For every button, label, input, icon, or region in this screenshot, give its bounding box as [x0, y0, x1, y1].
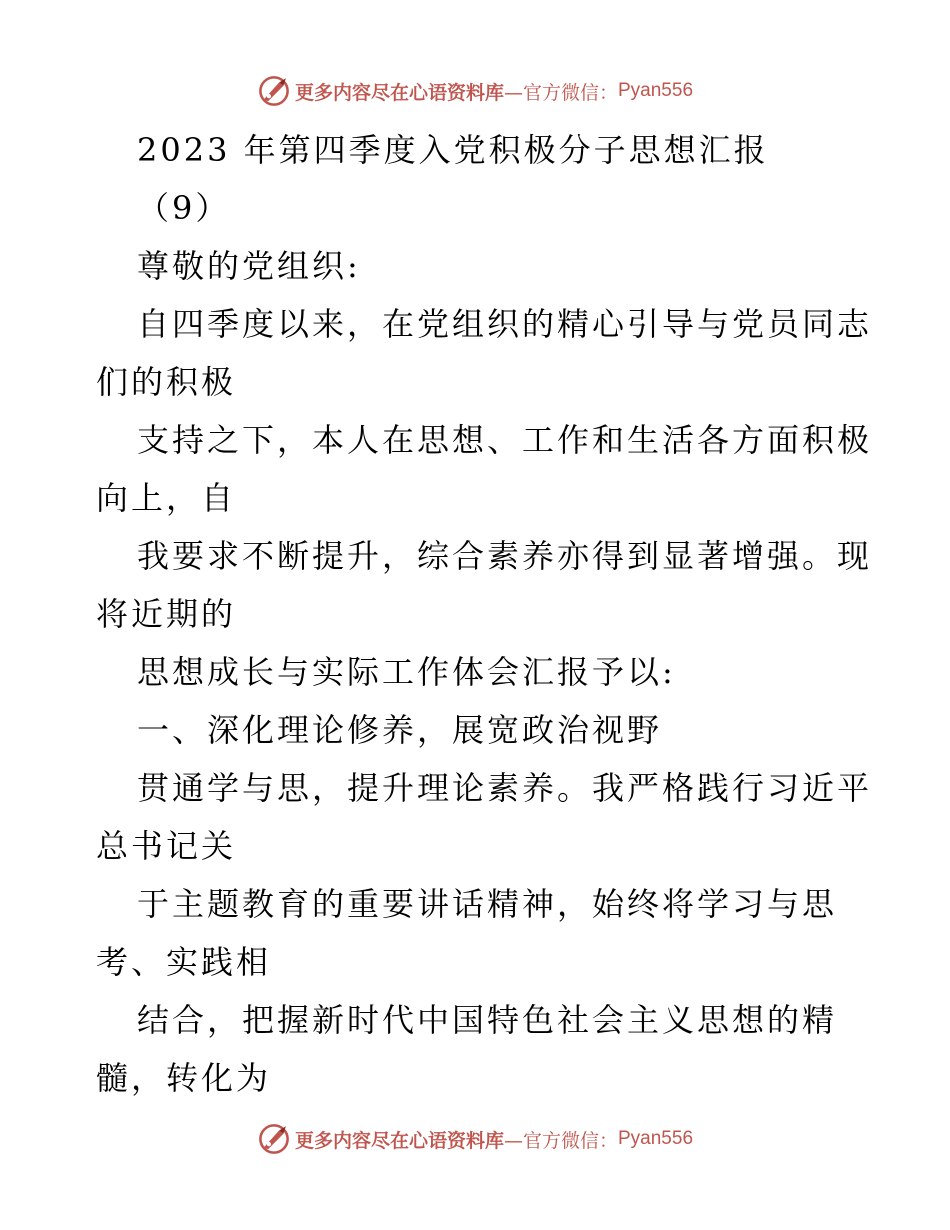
- document-subtitle: （9）: [137, 189, 231, 227]
- watermark-sub-text: —官方微信：: [503, 1129, 618, 1152]
- header-watermark: [0, 69, 950, 113]
- watermark-main-text: 更多内容尽在心语资料库: [294, 81, 504, 104]
- paragraph-line: 贯通学与思，提升理论素养。我严格践行习近平: [137, 769, 873, 807]
- document-title: 2023 年第四季度入党积极分子思想汇报: [137, 131, 769, 169]
- footer-watermark: [0, 1117, 950, 1161]
- salutation: 尊敬的党组织:: [137, 247, 361, 285]
- paragraph-line: 于主题教育的重要讲话精神，始终将学习与思: [137, 885, 838, 923]
- document-body: [96, 121, 876, 1107]
- paragraph-line: 将近期的: [96, 595, 237, 633]
- paragraph-line: 支持之下，本人在思想、工作和生活各方面积极: [137, 421, 873, 459]
- watermark-id-text: Pyan556: [618, 1128, 694, 1149]
- paragraph-line: 向上，自: [96, 479, 237, 517]
- paragraph-line: 总书记关: [96, 827, 237, 865]
- paragraph-line: 考、实践相: [96, 943, 272, 981]
- paragraph-line: 髓，转化为: [96, 1059, 272, 1097]
- paragraph-line: 思想成长与实际工作体会汇报予以:: [137, 653, 676, 691]
- watermark-sub-text: —官方微信：: [503, 81, 618, 104]
- paragraph-line: 我要求不断提升，综合素养亦得到显著增强。现: [137, 537, 873, 575]
- quill-pen-logo-icon: [257, 74, 291, 108]
- watermark-id-text: Pyan556: [618, 80, 694, 101]
- section-heading: 一、深化理论修养，展宽政治视野: [137, 711, 663, 749]
- quill-pen-logo-icon: [257, 1122, 291, 1156]
- paragraph-line: 自四季度以来，在党组织的精心引导与党员同志: [137, 305, 873, 343]
- paragraph-line: 们的积极: [96, 363, 237, 401]
- paragraph-line: 结合，把握新时代中国特色社会主义思想的精: [137, 1001, 838, 1039]
- watermark-main-text: 更多内容尽在心语资料库: [294, 1129, 504, 1152]
